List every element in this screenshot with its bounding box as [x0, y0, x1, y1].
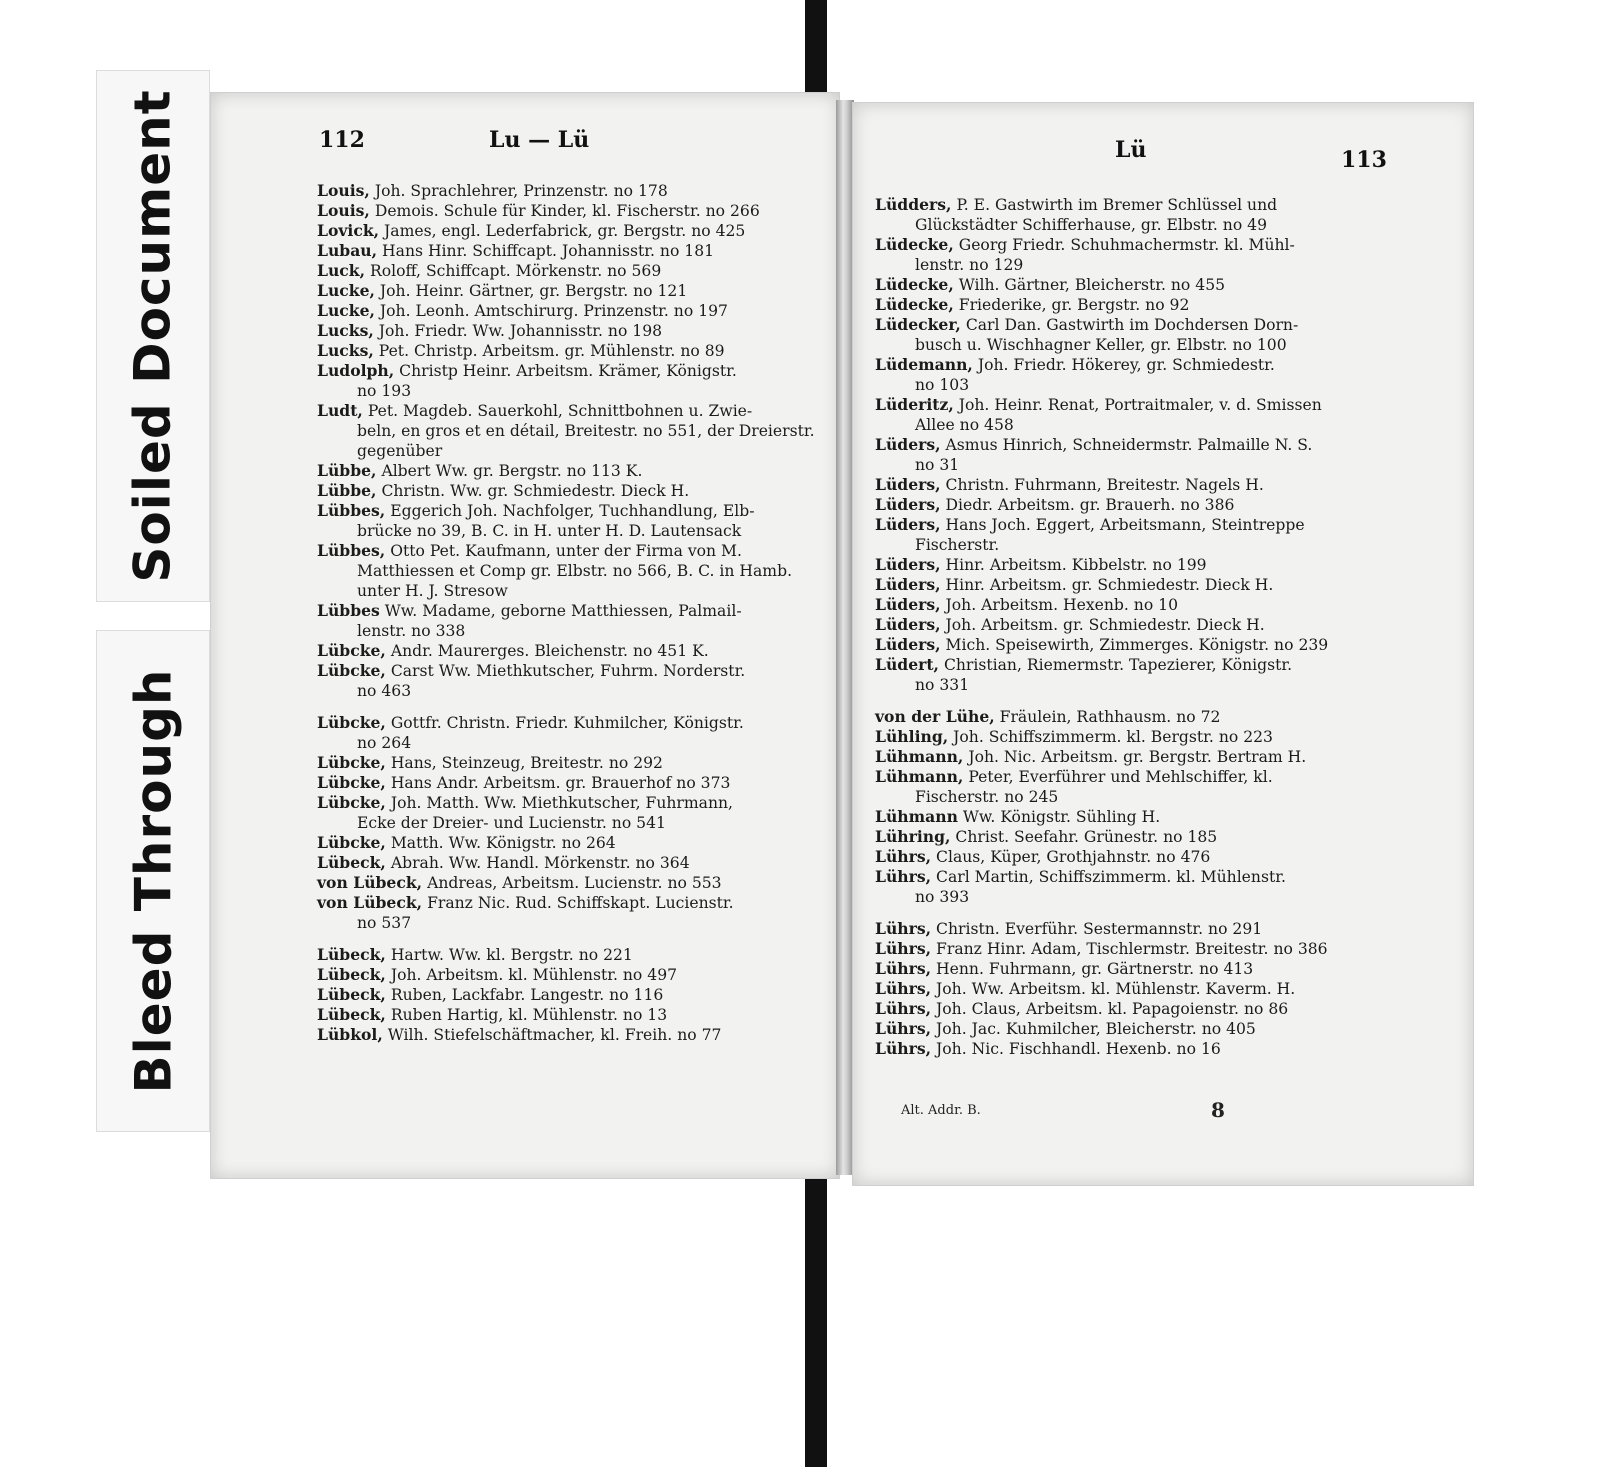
printer-signature: Alt. Addr. B.: [901, 1103, 981, 1118]
entry-details: Joh. Arbeitsm. Hexenb. no 10: [945, 596, 1179, 614]
entry-surname: Lübbes,: [317, 501, 386, 520]
entry-surname: Lüdemann,: [875, 355, 973, 374]
entry-details: Mich. Speisewirth, Zimmerges. Königstr. no 239: [945, 636, 1329, 654]
entry-surname: Lüders,: [875, 635, 941, 654]
entry-continuation: no 463: [357, 682, 412, 700]
entry-surname: Louis,: [317, 201, 370, 220]
entry-surname: Lüdert,: [875, 655, 939, 674]
directory-entry: [875, 435, 1365, 475]
entry-surname: Lüders,: [875, 435, 941, 454]
entry-surname: Lüdecker,: [875, 315, 961, 334]
entry-details: Diedr. Arbeitsm. gr. Brauerh. no 386: [945, 496, 1235, 514]
directory-entry: [875, 355, 1365, 395]
entry-details: Henn. Fuhrmann, gr. Gärtnerstr. no 413: [936, 960, 1254, 978]
entry-surname: Lübeck,: [317, 1005, 386, 1024]
entry-surname: Lovick,: [317, 221, 380, 240]
entry-continuation: no 103: [915, 376, 970, 394]
entry-surname: Luck,: [317, 261, 366, 280]
entry-surname: Lübcke,: [317, 753, 386, 772]
directory-entry: [875, 515, 1365, 555]
entry-surname: Louis,: [317, 181, 370, 200]
directory-entry: [875, 939, 1365, 959]
entry-surname: Lübeck,: [317, 945, 386, 964]
entry-details: Joh. Arbeitsm. kl. Mühlenstr. no 497: [390, 966, 678, 984]
directory-entry: [317, 1025, 817, 1045]
directory-entry: [317, 201, 817, 221]
entry-details: Ww. Madame, geborne Matthiessen, Palmail-: [384, 602, 742, 620]
entry-details: Georg Friedr. Schuhmachermstr. kl. Mühl-: [958, 236, 1295, 254]
entry-surname: von Lübeck,: [317, 893, 423, 912]
directory-entry: [317, 301, 817, 321]
entry-surname: Lüdecke,: [875, 295, 954, 314]
entry-details: Albert Ww. gr. Bergstr. no 113 K.: [381, 462, 643, 480]
directory-entry: [875, 767, 1365, 807]
entry-surname: Lübcke,: [317, 833, 386, 852]
entry-surname: Lübcke,: [317, 793, 386, 812]
entry-details: Andr. Maurerges. Bleichenstr. no 451 K.: [390, 642, 709, 660]
entry-continuation: brücke no 39, B. C. in H. unter H. D. Lautensack: [357, 522, 742, 540]
directory-entry: [317, 261, 817, 281]
entry-surname: Lüdecke,: [875, 275, 954, 294]
right-page-number: 113: [1341, 147, 1387, 173]
entry-details: Carst Ww. Miethkutscher, Fuhrm. Norderstr.: [390, 662, 746, 680]
entry-details: Hans, Steinzeug, Breitestr. no 292: [390, 754, 663, 772]
entry-surname: Lührs,: [875, 999, 932, 1018]
entry-surname: Lucks,: [317, 341, 374, 360]
entry-details: Eggerich Joh. Nachfolger, Tuchhandlung, Elb-: [390, 502, 755, 520]
entry-details: P. E. Gastwirth im Bremer Schlüssel und: [956, 196, 1278, 214]
directory-entry: [317, 641, 817, 661]
directory-entry: [875, 395, 1365, 435]
directory-entry: [317, 601, 817, 641]
directory-entry: [317, 833, 817, 853]
entry-surname: Lührs,: [875, 959, 932, 978]
entry-details: Christn. Ww. gr. Schmiedestr. Dieck H.: [381, 482, 690, 500]
directory-entry: [317, 661, 817, 701]
entry-details: Hartw. Ww. kl. Bergstr. no 221: [390, 946, 633, 964]
directory-entry: [875, 919, 1365, 939]
directory-entry: [317, 873, 817, 893]
entry-details: Wilh. Gärtner, Bleicherstr. no 455: [958, 276, 1226, 294]
directory-entry: [875, 575, 1365, 595]
entry-surname: Lühling,: [875, 727, 949, 746]
directory-entry: [317, 281, 817, 301]
entry-surname: Lührs,: [875, 939, 932, 958]
directory-entry: [875, 707, 1365, 727]
directory-entry: [317, 341, 817, 361]
left-running-head: Lu — Lü: [489, 127, 590, 153]
entry-continuation: Glückstädter Schifferhause, gr. Elbstr. no 49: [915, 216, 1268, 234]
directory-entry: [317, 985, 817, 1005]
entry-details: Joh. Jac. Kuhmilcher, Bleicherstr. no 405: [936, 1020, 1256, 1038]
entry-details: Christ. Seefahr. Grünestr. no 185: [955, 828, 1218, 846]
entry-continuation: no 31: [915, 456, 960, 474]
left-page: [210, 92, 840, 1179]
right-entry-list: [875, 195, 1365, 1059]
directory-entry: [875, 635, 1365, 655]
entry-details: Matth. Ww. Königstr. no 264: [390, 834, 616, 852]
directory-entry: [317, 713, 817, 753]
entry-details: Hinr. Arbeitsm. gr. Schmiedestr. Dieck H.: [945, 576, 1274, 594]
entry-continuation: lenstr. no 129: [915, 256, 1024, 274]
entry-surname: Lührs,: [875, 867, 932, 886]
entry-details: Joh. Matth. Ww. Miethkutscher, Fuhrmann,: [390, 794, 734, 812]
entry-surname: Lührs,: [875, 1039, 932, 1058]
entry-details: Ruben Hartig, kl. Mühlenstr. no 13: [390, 1006, 668, 1024]
entry-surname: Lubau,: [317, 241, 378, 260]
entry-details: Ruben, Lackfabr. Langestr. no 116: [390, 986, 664, 1004]
right-page: [852, 102, 1474, 1186]
soiled-document-text: Soiled Document: [124, 89, 183, 583]
right-running-head: Lü: [1115, 137, 1147, 163]
entry-surname: Lühmann,: [875, 747, 964, 766]
directory-entry: [875, 595, 1365, 615]
entry-continuation: busch u. Wischhagner Keller, gr. Elbstr. no 100: [915, 336, 1287, 354]
entry-details: James, engl. Lederfabrick, gr. Bergstr. no 425: [384, 222, 746, 240]
entry-surname: Lübcke,: [317, 773, 386, 792]
entry-continuation: Ecke der Dreier- und Lucienstr. no 541: [357, 814, 666, 832]
directory-entry: [875, 959, 1365, 979]
directory-entry: [317, 241, 817, 261]
entry-continuation: Matthiessen et Comp gr. Elbstr. no 566, B. C. in Hamb. unter H. J. Stresow: [357, 562, 793, 600]
entry-details: Peter, Everführer und Mehlschiffer, kl.: [968, 768, 1273, 786]
entry-surname: Lübeck,: [317, 985, 386, 1004]
entry-surname: Lübkol,: [317, 1025, 383, 1044]
entry-surname: Lucke,: [317, 301, 375, 320]
entry-details: Carl Martin, Schiffszimmerm. kl. Mühlenstr.: [936, 868, 1286, 886]
entry-surname: Ludt,: [317, 401, 363, 420]
entry-surname: Lüders,: [875, 595, 941, 614]
directory-entry: [875, 475, 1365, 495]
entry-surname: Lüders,: [875, 575, 941, 594]
entry-details: Christian, Riemermstr. Tapezierer, Königstr.: [943, 656, 1293, 674]
directory-entry: [317, 361, 817, 401]
directory-entry: [875, 1039, 1365, 1059]
entry-details: Hans Andr. Arbeitsm. gr. Brauerhof no 373: [390, 774, 731, 792]
directory-entry: [317, 401, 817, 461]
entry-surname: Lübbe,: [317, 481, 377, 500]
entry-surname: Lühring,: [875, 827, 951, 846]
entry-continuation: lenstr. no 338: [357, 622, 466, 640]
entry-surname: Lübcke,: [317, 641, 386, 660]
entry-details: Joh. Friedr. Ww. Johannisstr. no 198: [378, 322, 663, 340]
directory-entry: [875, 315, 1365, 355]
entry-details: Hans Joch. Eggert, Arbeitsmann, Steintreppe: [945, 516, 1305, 534]
entry-surname: Lühmann: [875, 807, 958, 826]
directory-entry: [317, 481, 817, 501]
scanner-strip-bottom: [805, 1165, 827, 1467]
directory-entry: [875, 295, 1365, 315]
entry-continuation: no 393: [915, 888, 970, 906]
entry-continuation: no 193: [357, 382, 412, 400]
directory-entry: [875, 747, 1365, 767]
entry-details: Joh. Leonh. Amtschirurg. Prinzenstr. no 197: [379, 302, 728, 320]
entry-surname: Ludolph,: [317, 361, 395, 380]
directory-entry: [317, 893, 817, 933]
entry-continuation: no 537: [357, 914, 412, 932]
entry-surname: Lüderitz,: [875, 395, 954, 414]
entry-surname: Lüders,: [875, 515, 941, 534]
entry-surname: Lübeck,: [317, 965, 386, 984]
entry-details: Joh. Ww. Arbeitsm. kl. Mühlenstr. Kaverm. H.: [936, 980, 1296, 998]
directory-entry: [317, 221, 817, 241]
directory-entry: [875, 195, 1365, 235]
directory-entry: [317, 965, 817, 985]
entry-details: Hinr. Arbeitsm. Kibbelstr. no 199: [945, 556, 1207, 574]
entry-surname: von Lübeck,: [317, 873, 423, 892]
directory-entry: [317, 945, 817, 965]
directory-entry: [875, 495, 1365, 515]
entry-details: Joh. Heinr. Renat, Portraitmaler, v. d. Smissen: [958, 396, 1322, 414]
entry-details: Pet. Christp. Arbeitsm. gr. Mühlenstr. no 89: [378, 342, 725, 360]
directory-entry: [317, 181, 817, 201]
entry-surname: Lübcke,: [317, 713, 386, 732]
entry-details: Asmus Hinrich, Schneidermstr. Palmaille N. S.: [945, 436, 1313, 454]
entry-details: Joh. Schiffszimmerm. kl. Bergstr. no 223: [953, 728, 1273, 746]
entry-details: Joh. Claus, Arbeitsm. kl. Papagoienstr. no 86: [936, 1000, 1289, 1018]
directory-entry: [875, 979, 1365, 999]
entry-surname: Lübbe,: [317, 461, 377, 480]
entry-surname: Lübbes: [317, 601, 380, 620]
entry-details: Gottfr. Christn. Friedr. Kuhmilcher, Königstr.: [390, 714, 744, 732]
entry-details: Christn. Fuhrmann, Breitestr. Nagels H.: [945, 476, 1264, 494]
entry-details: Franz Nic. Rud. Schiffskapt. Lucienstr.: [427, 894, 734, 912]
entry-continuation: no 264: [357, 734, 412, 752]
directory-entry: [317, 321, 817, 341]
directory-entry: [317, 793, 817, 833]
entry-details: Joh. Arbeitsm. gr. Schmiedestr. Dieck H.: [945, 616, 1265, 634]
entry-continuation: Fischerstr.: [915, 536, 1000, 554]
entry-surname: Lüders,: [875, 615, 941, 634]
entry-surname: Lucks,: [317, 321, 374, 340]
entry-details: Abrah. Ww. Handl. Mörkenstr. no 364: [390, 854, 690, 872]
directory-entry: [875, 555, 1365, 575]
entry-continuation: beln, en gros et en détail, Breitestr. no 551, der Dreierstr. gegenüber: [357, 422, 815, 460]
directory-entry: [875, 275, 1365, 295]
entry-details: Demois. Schule für Kinder, kl. Fischerstr. no 266: [374, 202, 760, 220]
entry-surname: Lübcke,: [317, 661, 386, 680]
entry-surname: Lüders,: [875, 475, 941, 494]
entry-details: Franz Hinr. Adam, Tischlermstr. Breitestr. no 386: [936, 940, 1328, 958]
entry-surname: Lüders,: [875, 495, 941, 514]
directory-entry: [317, 853, 817, 873]
entry-details: Joh. Friedr. Hökerey, gr. Schmiedestr.: [977, 356, 1275, 374]
entry-details: Roloff, Schiffcapt. Mörkenstr. no 569: [370, 262, 662, 280]
directory-entry: [875, 615, 1365, 635]
entry-details: Joh. Sprachlehrer, Prinzenstr. no 178: [374, 182, 668, 200]
directory-entry: [875, 827, 1365, 847]
entry-surname: Lührs,: [875, 979, 932, 998]
entry-details: Joh. Nic. Arbeitsm. gr. Bergstr. Bertram H.: [968, 748, 1307, 766]
directory-entry: [875, 999, 1365, 1019]
directory-entry: [317, 541, 817, 601]
soiled-document-label: [96, 70, 210, 602]
entry-details: Pet. Magdeb. Sauerkohl, Schnittbohnen u. Zwie-: [367, 402, 753, 420]
directory-entry: [317, 753, 817, 773]
entry-details: Otto Pet. Kaufmann, unter der Firma von M.: [390, 542, 742, 560]
entry-surname: Lüdecke,: [875, 235, 954, 254]
entry-surname: Lübeck,: [317, 853, 386, 872]
entry-surname: Lucke,: [317, 281, 375, 300]
entry-details: Carl Dan. Gastwirth im Dochdersen Dorn-: [965, 316, 1299, 334]
directory-entry: [317, 501, 817, 541]
entry-surname: Lührs,: [875, 1019, 932, 1038]
signature-number: 8: [1211, 1098, 1225, 1122]
directory-entry: [875, 727, 1365, 747]
entry-details: Ww. Königstr. Sühling H.: [962, 808, 1161, 826]
entry-details: Joh. Nic. Fischhandl. Hexenb. no 16: [936, 1040, 1221, 1058]
entry-continuation: Fischerstr. no 245: [915, 788, 1059, 806]
directory-entry: [875, 655, 1365, 695]
entry-surname: Lühmann,: [875, 767, 964, 786]
bleed-through-text: Bleed Through: [124, 668, 182, 1094]
directory-entry: [317, 773, 817, 793]
entry-details: Claus, Küper, Grothjahnstr. no 476: [936, 848, 1211, 866]
entry-continuation: Allee no 458: [915, 416, 1014, 434]
entry-surname: Lührs,: [875, 847, 932, 866]
entry-details: Joh. Heinr. Gärtner, gr. Bergstr. no 121: [379, 282, 688, 300]
entry-details: Hans Hinr. Schiffcapt. Johannisstr. no 181: [382, 242, 715, 260]
left-entry-list: [317, 181, 817, 1045]
entry-surname: Lüdders,: [875, 195, 952, 214]
entry-surname: Lührs,: [875, 919, 932, 938]
entry-continuation: no 331: [915, 676, 970, 694]
directory-entry: [317, 461, 817, 481]
left-page-number: 112: [319, 127, 365, 153]
entry-details: Christn. Everführ. Sestermannstr. no 291: [936, 920, 1263, 938]
directory-entry: [875, 235, 1365, 275]
entry-details: Wilh. Stiefelschäftmacher, kl. Freih. no 77: [387, 1026, 722, 1044]
entry-surname: von der Lühe,: [875, 707, 995, 726]
directory-entry: [317, 1005, 817, 1025]
entry-surname: Lübbes,: [317, 541, 386, 560]
directory-entry: [875, 847, 1365, 867]
entry-details: Fräulein, Rathhausm. no 72: [999, 708, 1221, 726]
directory-entry: [875, 1019, 1365, 1039]
scanner-strip-top: [805, 0, 827, 100]
entry-surname: Lüders,: [875, 555, 941, 574]
entry-details: Andreas, Arbeitsm. Lucienstr. no 553: [427, 874, 722, 892]
entry-details: Friederike, gr. Bergstr. no 92: [958, 296, 1190, 314]
directory-entry: [875, 807, 1365, 827]
bleed-through-label: [96, 630, 210, 1132]
directory-entry: [875, 867, 1365, 907]
entry-details: Christp Heinr. Arbeitsm. Krämer, Königstr.: [399, 362, 737, 380]
